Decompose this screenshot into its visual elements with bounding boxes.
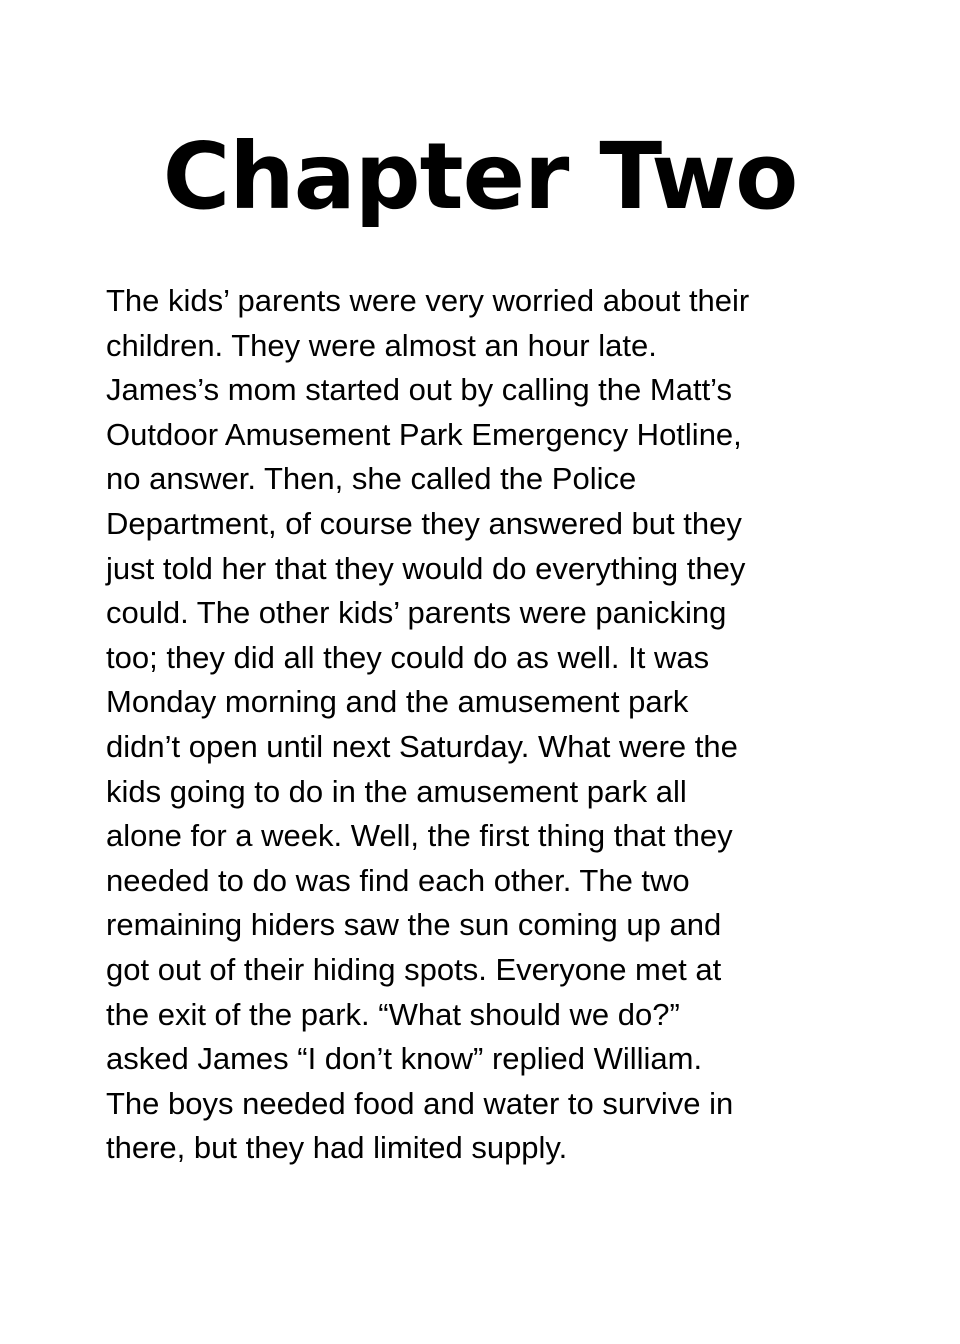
- chapter-body: [106, 279, 866, 1171]
- chapter-title: Chapter Two: [162, 123, 798, 230]
- text-line: asked James “I don’t know” replied William.: [106, 1041, 703, 1077]
- text-line: didn’t open until next Saturday. What were the: [106, 728, 738, 764]
- text-line: The boys needed food and water to survive in: [106, 1085, 734, 1121]
- text-line: the exit of the park. “What should we do?”: [106, 996, 680, 1032]
- text-line: Outdoor Amusement Park Emergency Hotline,: [106, 416, 742, 452]
- text-line: The kids’ parents were very worried about their: [106, 283, 750, 318]
- text-line: Monday morning and the amusement park: [106, 684, 689, 720]
- text-line: there, but they had limited supply.: [106, 1130, 568, 1166]
- text-line: too; they did all they could do as well. It was: [106, 639, 710, 675]
- text-line: Department, of course they answered but they: [106, 505, 742, 541]
- text-line: just told her that they would do everything they: [106, 550, 746, 586]
- text-line: could. The other kids’ parents were panicking: [106, 595, 727, 631]
- text-line: remaining hiders saw the sun coming up and: [106, 907, 722, 943]
- text-line: got out of their hiding spots. Everyone met at: [106, 951, 722, 987]
- text-line: no answer. Then, she called the Police: [106, 461, 637, 497]
- text-line: needed to do was find each other. The two: [106, 862, 690, 898]
- text-line: alone for a week. Well, the first thing that they: [106, 818, 733, 854]
- text-line: kids going to do in the amusement park all: [106, 773, 687, 809]
- text-line: James’s mom started out by calling the Matt’s: [106, 372, 733, 408]
- text-line: children. They were almost an hour late.: [106, 327, 657, 363]
